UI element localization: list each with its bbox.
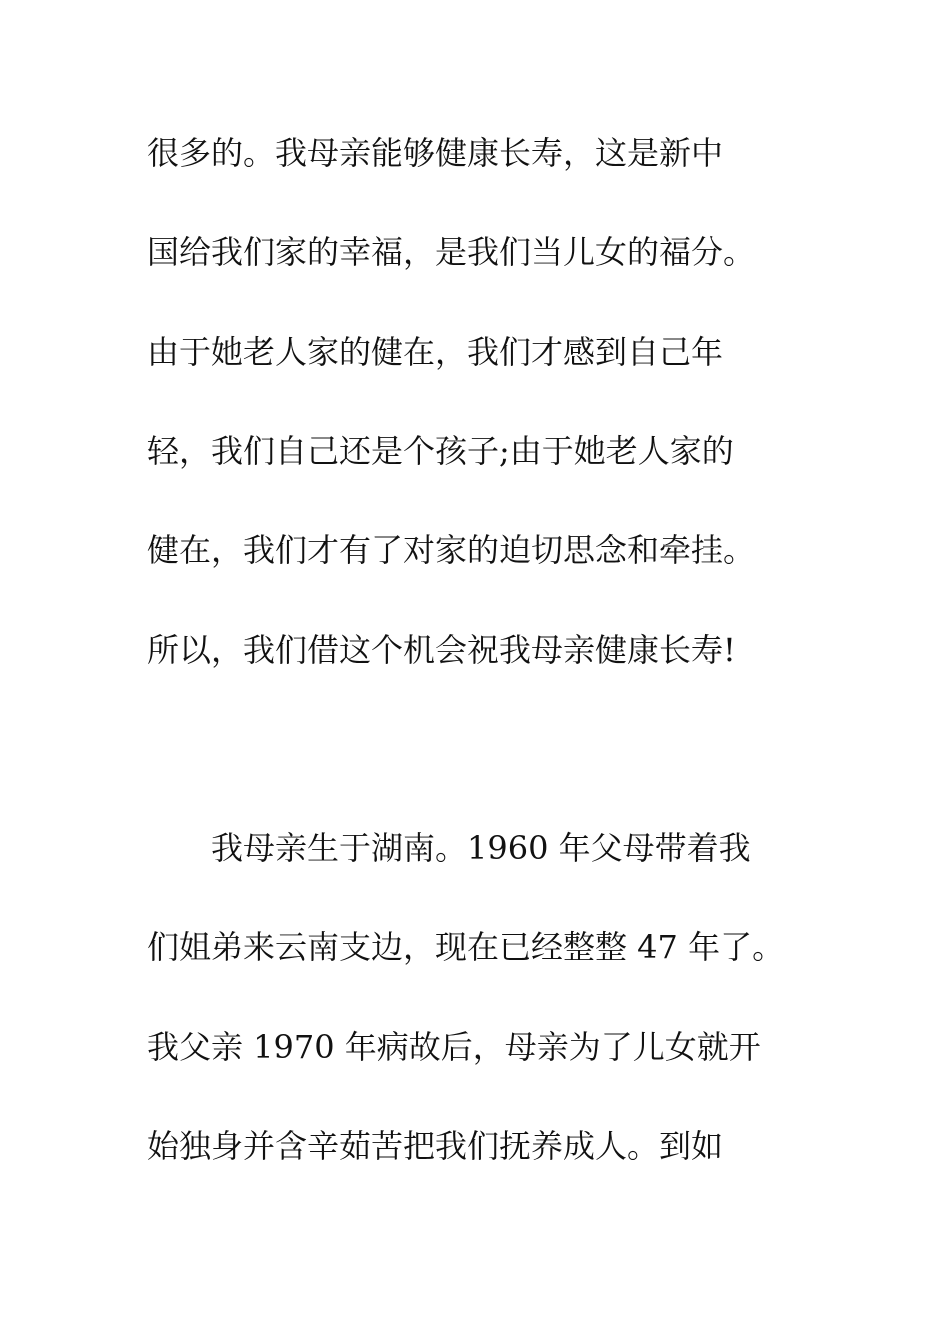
text-line: 我父亲 1970 年病故后，母亲为了儿女就开 bbox=[147, 1028, 761, 1066]
text-line: 健在，我们才有了对家的迫切思念和牵挂。 bbox=[147, 531, 756, 569]
text-line: 我母亲生于湖南。1960 年父母带着我 bbox=[147, 829, 751, 867]
text-line: 很多的。我母亲能够健康长寿，这是新中 bbox=[147, 134, 724, 172]
text-line: 们姐弟来云南支边，现在已经整整 47 年了。 bbox=[147, 928, 785, 966]
text-line: 由于她老人家的健在，我们才感到自己年 bbox=[147, 333, 724, 371]
text-line: 轻，我们自己还是个孩子;由于她老人家的 bbox=[147, 432, 734, 470]
text-line: 始独身并含辛茹苦把我们抚养成人。到如 bbox=[147, 1127, 724, 1165]
text-line: 国给我们家的幸福，是我们当儿女的福分。 bbox=[147, 233, 756, 271]
text-line: 所以，我们借这个机会祝我母亲健康长寿! bbox=[147, 631, 736, 669]
